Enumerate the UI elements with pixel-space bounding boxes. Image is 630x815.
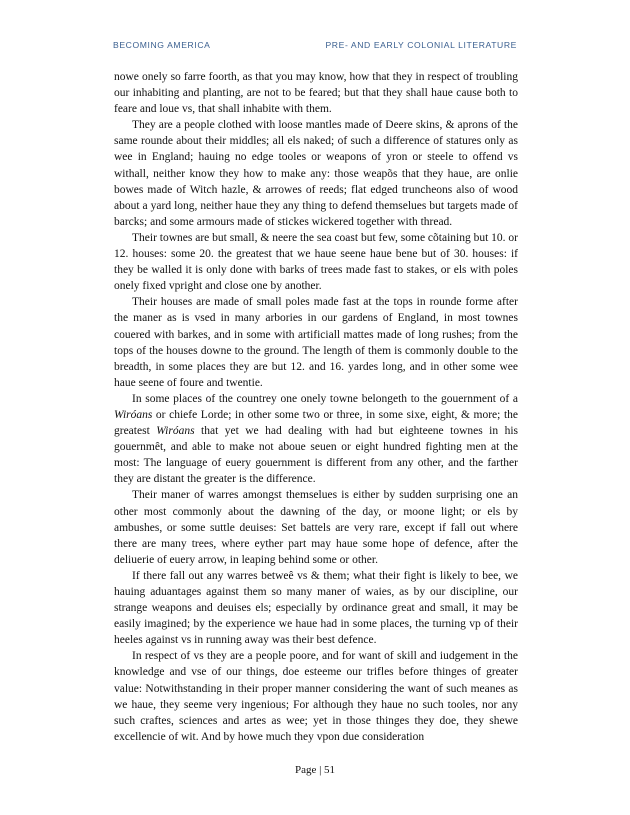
paragraph-8: In respect of vs they are a people poore, and for want of skill and iudgement in the knowledge and vse of our things, doe esteeme our trifles before thinges of greater value: Notwithstanding in their proper manner considering the want of such meanes as we haue, they seeme very ingenious; For although they haue no such tooles, nor any such craftes, sciences and artes as wee; yet in those thinges they doe, they shewe excellencie of wit. And by howe much they vpon due consideration <box>114 650 518 743</box>
paragraph-1: nowe onely so farre foorth, as that you may know, how that they in respect of troubling our inhabiting and planting, are not to be feared; but that they shall haue cause both to feare and loue vs, that shall inhabite with them. <box>114 71 518 116</box>
header-section-title: PRE- AND EARLY COLONIAL LITERATURE <box>325 40 517 50</box>
page-number: 51 <box>324 764 336 776</box>
page-footer <box>0 764 630 776</box>
page-label: Page <box>294 764 317 776</box>
page-body <box>114 69 518 745</box>
paragraph-3: Their townes are but small, & neere the sea coast but few, some cõtaining but 10. or 12. houses: some 20. the greatest that we haue seene haue bene but of 30. houses: if they be walled it is only done with barks of trees made fast to stakes, or els with poles onely fixed vpright and close one by another. <box>114 231 518 293</box>
paragraph-2: They are a people clothed with loose mantles made of Deere skins, & aprons of the same rounde about their middles; all els naked; of such a difference of statures only as wee in England; hauing no edge tooles or weapons of yron or steele to offend vs withall, neither know they how to make any: those weapõs that they haue, are onlie bowes made of Witch hazle, & arrowes of reeds; flat edged truncheons also of wood about a yard long, neither haue they any thing to defend themselues but targets made of barcks; and some armours made of stickes wickered together with thread. <box>114 119 518 228</box>
italic-term: Wiróans <box>156 425 195 438</box>
header-book-title: BECOMING AMERICA <box>113 40 211 50</box>
italic-term: Wiróans <box>114 408 153 421</box>
paragraph-7: If there fall out any warres betweê vs & them; what their fight is likely to bee, we hauing aduantages against them so many maner of waies, as by our discipline, our strange weapons and deuises els; especially by ordinance great and small, it may be easily imagined; by the experience we haue had in some places, the turning vp of their heeles against vs in running away was their best defence. <box>114 569 518 647</box>
paragraph-5: In some places of the countrey one onely towne belongeth to the gouernment of a Wiróans or chiefe Lorde; in other some two or three, in some sixe, eight, & more; the greatest Wiróans that yet we had dealing with had but eighteene townes in his gouernmêt, and able to make not aboue seuen or eight hundred fighting men at the most: The language of euery gouernment is different from any other, and the farther they are distant the greater is the difference. <box>114 392 518 486</box>
paragraph-4: Their houses are made of small poles made fast at the tops in rounde forme after the maner as is vsed in many arbories in our gardens of England, in most townes couered with barkes, and in some with artificiall mattes made of long rushes; from the tops of the houses downe to the ground. The length of them is commonly double to the breadth, in some places they are but 12. and 16. yardes long, and in other some wee haue seene of foure and twentie. <box>114 296 518 389</box>
paragraph-6: Their maner of warres amongst themselues is either by sudden surprising one an other most commonly about the dawning of the day, or moone light; or els by ambushes, or some suttle deuises: Set battels are very rare, except if fall out where there are many trees, where eyther part may haue some hope of defence, after the deliuerie of euery arrow, in leaping behind some or other. <box>114 489 518 566</box>
running-header <box>113 40 517 50</box>
page-separator: | <box>319 764 322 776</box>
